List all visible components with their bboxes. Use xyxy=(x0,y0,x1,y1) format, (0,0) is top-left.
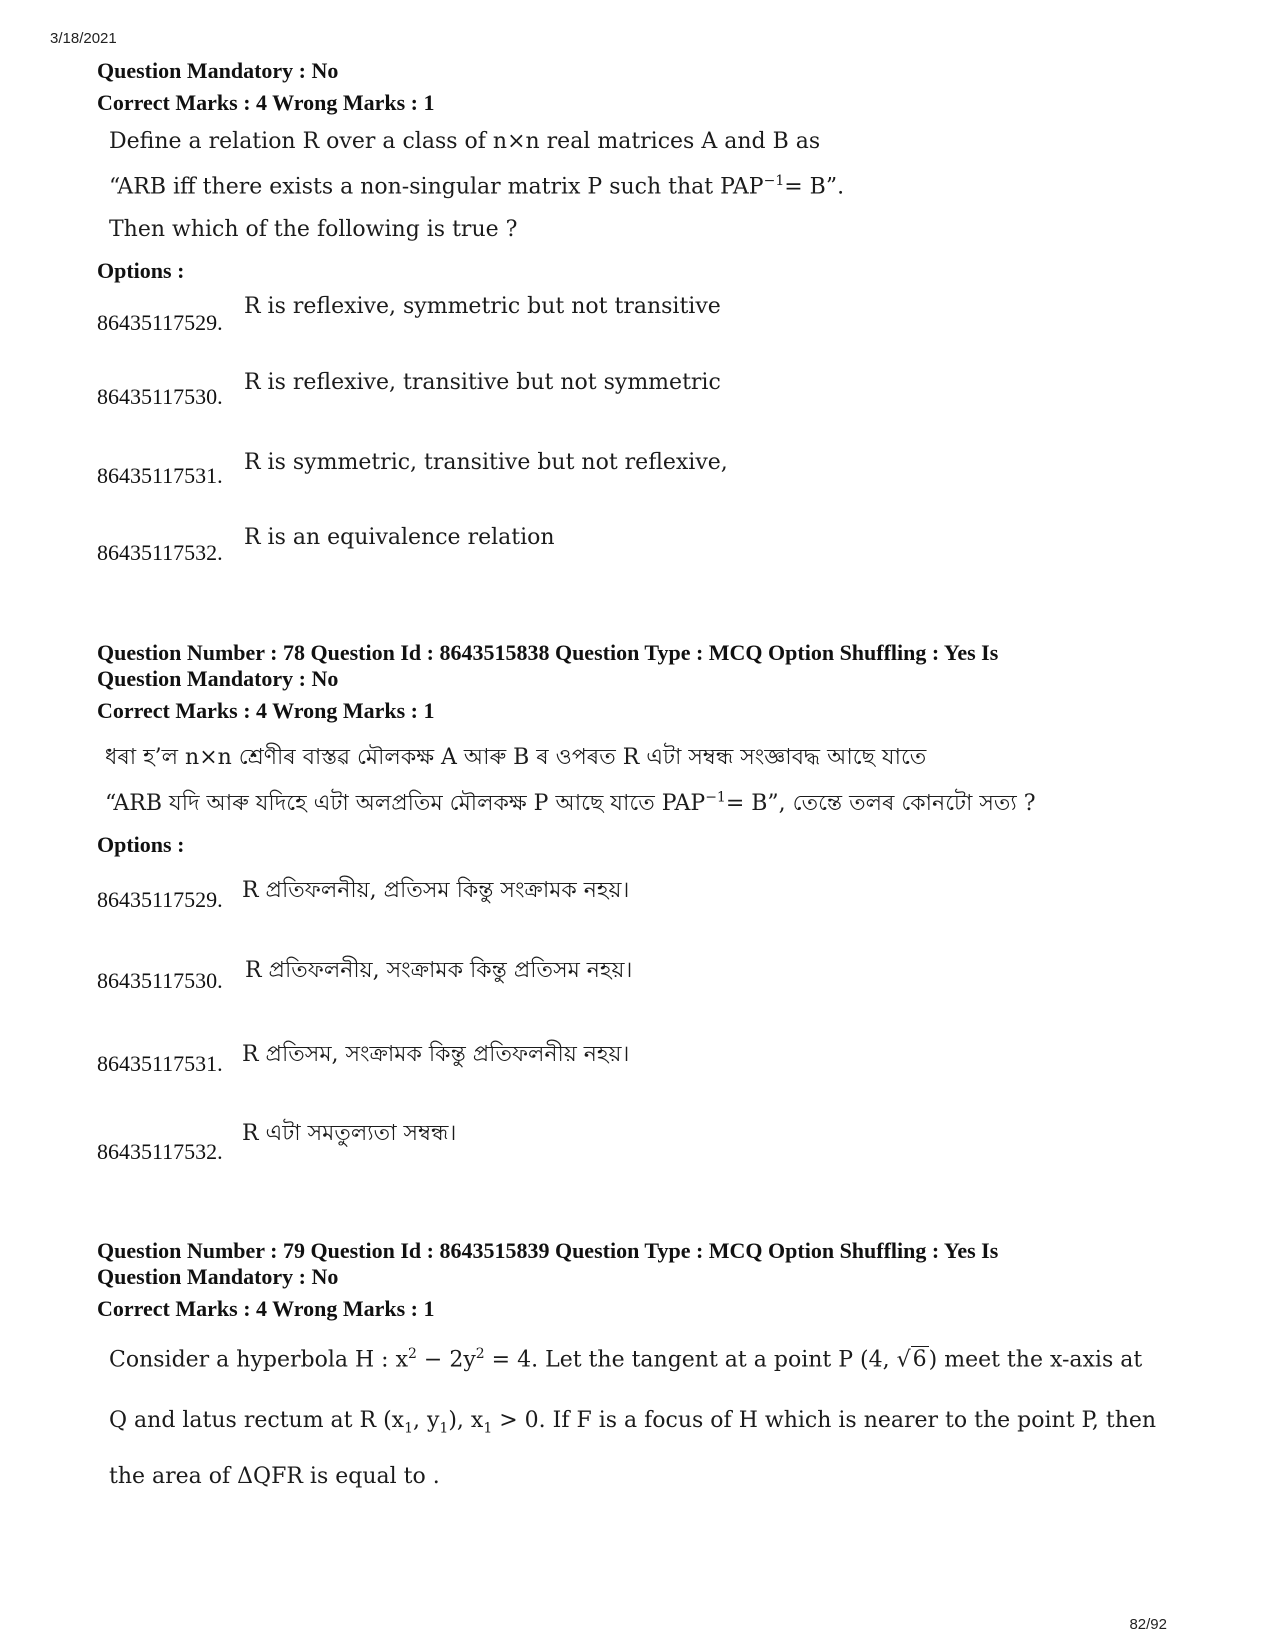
question-marks-2: Correct Marks : 4 Wrong Marks : 1 xyxy=(97,698,435,723)
question-text-2-line1: ধৰা হ’ল n×n শ্ৰেণীৰ বাস্তৱ মৌলকক্ষ A আৰু B ৰ ওপৰত R এটা সম্বন্ধ সংজ্ঞাবদ্ধ আছে যাতে xyxy=(105,745,927,770)
question-marks-1: Correct Marks : 4 Wrong Marks : 1 xyxy=(97,90,435,115)
question-text-1-line2: “ARB iff there exists a non-singular matrix P such that $PAP^{-1}= B$”. xyxy=(109,173,845,200)
option-id: 86435117530. xyxy=(97,968,223,993)
question-header-2-line2: Question Mandatory : No xyxy=(97,666,339,691)
question-marks-3: Correct Marks : 4 Wrong Marks : 1 xyxy=(97,1296,435,1321)
option-id: 86435117529. xyxy=(97,310,223,335)
options-label-2: Options : xyxy=(97,832,185,857)
option-id: 86435117530. xyxy=(97,384,223,409)
option-id: 86435117532. xyxy=(97,540,223,565)
option-text: R is symmetric, transitive but not reflexive, xyxy=(244,450,728,475)
option-id: 86435117531. xyxy=(97,463,223,488)
question-text-3-line3: the area of ΔQFR is equal to . xyxy=(109,1464,440,1489)
options-label-1: Options : xyxy=(97,258,185,283)
option-id: 86435117529. xyxy=(97,887,223,912)
print-date: 3/18/2021 xyxy=(50,30,117,47)
page-number: 82/92 xyxy=(1129,1616,1167,1633)
option-text: R is reflexive, transitive but not symmetric xyxy=(244,370,721,395)
option-text: R প্ৰতিফলনীয়, প্ৰতিসম কিন্তু সংক্ৰামক নহয়। xyxy=(242,878,630,903)
option-id: 86435117532. xyxy=(97,1139,223,1164)
option-text: R এটা সমতুল্যতা সম্বন্ধ। xyxy=(242,1121,457,1146)
option-text: R is an equivalence relation xyxy=(244,525,555,550)
question-header-3-line1: Question Number : 79 Question Id : 8643515839 Question Type : MCQ Option Shuffling : Yes Is xyxy=(97,1238,999,1263)
option-text: R is reflexive, symmetric but not transitive xyxy=(244,294,721,319)
question-header-3-line2: Question Mandatory : No xyxy=(97,1264,339,1289)
option-text: R প্ৰতিফলনীয়, সংক্ৰামক কিন্তু প্ৰতিসম নহয়। xyxy=(245,958,633,983)
question-header-2-line1: Question Number : 78 Question Id : 8643515838 Question Type : MCQ Option Shuffling : Yes Is xyxy=(97,640,999,665)
option-text: R প্ৰতিসম, সংক্ৰামক কিন্তু প্ৰতিফলনীয় নহয়। xyxy=(242,1042,630,1067)
question-text-1-line1: Define a relation R over a class of n×n real matrices A and B as xyxy=(109,129,821,154)
question-mandatory-1: Question Mandatory : No xyxy=(97,58,339,83)
question-text-3-line2: Q and latus rectum at R ($x_1$, $y_1$), $x_1 > 0$. If F is a focus of H which is nearer to the point P, then xyxy=(109,1408,1157,1437)
question-text-1-line3: Then which of the following is true ? xyxy=(109,217,518,242)
question-text-2-line2: “ARB যদি আৰু যদিহে এটা অলপ্ৰতিম মৌলকক্ষ P আছে যাতে $PAP^{-1}= B$”, তেন্তে তলৰ কোনটো সত্য ? xyxy=(105,789,1036,816)
option-id: 86435117531. xyxy=(97,1051,223,1076)
question-text-3-line1: Consider a hyperbola H : $x^2 - 2y^2 = 4$. Let the tangent at a point P (4, √6) meet the x-axis at xyxy=(109,1346,1143,1373)
